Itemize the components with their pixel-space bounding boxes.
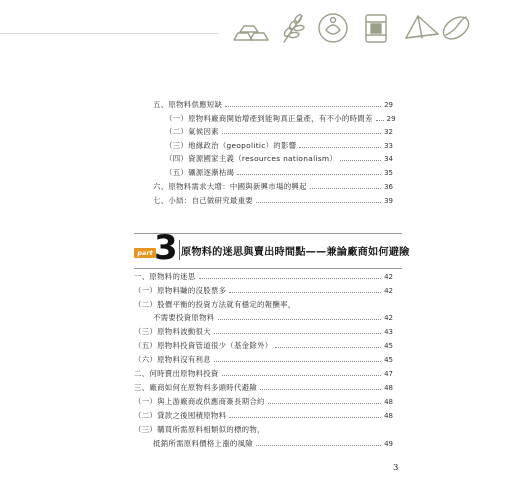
toc-entry-page: 34 (384, 155, 393, 163)
toc-entry-page: 36 (384, 183, 393, 191)
coffee-bean-icon (439, 13, 472, 44)
toc-entry-label: 不需要投資原物料 (153, 313, 215, 322)
toc-entry-page: 43 (384, 328, 393, 336)
toc-entry[interactable] (153, 437, 393, 450)
toc-entry[interactable] (165, 125, 393, 138)
dot-leader (275, 339, 381, 348)
toc-entry[interactable] (165, 166, 393, 179)
gold-bars-icon (234, 26, 268, 40)
toc-entry-page: 45 (384, 342, 393, 350)
oil-barrel-icon (366, 15, 386, 42)
toc-entry-page: 42 (384, 273, 393, 281)
toc-entry-page: 29 (384, 101, 393, 109)
toc-entry-label: （五）原物料投資管道很少（基金除外） (134, 341, 273, 350)
pyramid-icon (406, 16, 438, 38)
toc-entry-label: （一）原物料賺的沒股票多 (134, 286, 227, 295)
toc-entry-label: （五）礦源逐漸枯竭 (165, 168, 235, 177)
toc-entry[interactable] (134, 270, 393, 283)
dot-leader (256, 437, 381, 446)
toc-entry-page: 42 (384, 314, 393, 322)
toc-entry-page: 48 (384, 412, 393, 420)
toc-entry-page: 29 (386, 115, 396, 123)
toc-entry-label: （二）貸款之後囤積原物料 (134, 411, 227, 420)
toc-entry[interactable] (165, 152, 393, 165)
toc-entry-page: 45 (384, 356, 393, 364)
toc-entry-label: （三）購買所需原料相類似的標的物， (134, 425, 265, 434)
part-divider (179, 240, 180, 260)
toc-entry[interactable] (134, 298, 393, 311)
toc-entry[interactable] (134, 409, 393, 422)
toc-entry[interactable] (134, 381, 393, 394)
part-tag: part (134, 248, 156, 258)
wheat-icon (283, 13, 304, 42)
dot-leader (237, 166, 381, 175)
part-heading (134, 228, 410, 268)
toc-entry-label: （四）資源國家主義（resources nationalism） (165, 154, 338, 163)
dot-leader (260, 381, 381, 390)
toc-entry-label: 三、廠商如何在原物料多頭時代避險 (134, 383, 258, 392)
page-number: 3 (393, 463, 399, 473)
dot-leader (214, 353, 381, 362)
toc-entry[interactable] (153, 180, 393, 193)
toc-entry-label: （一）原物料廠商開始增產到能夠真正量產，有不小的時間差 (165, 114, 373, 123)
dot-leader (310, 180, 381, 189)
toc-entry-label: 五、原物料供應短缺 (153, 100, 223, 109)
dot-leader (222, 125, 381, 134)
toc-entry[interactable] (134, 325, 393, 338)
toc-entry-page: 49 (384, 440, 393, 448)
toc-entry-label: 一、原物料的迷思 (134, 272, 196, 281)
toc-entry[interactable] (134, 284, 393, 297)
header-rule (0, 33, 218, 34)
toc-entry-label: 七、小結：自己做研究最重要 (153, 196, 253, 205)
toc-entry[interactable] (153, 98, 393, 111)
dot-leader (218, 311, 382, 320)
dot-leader (299, 139, 381, 148)
toc-entry-page: 48 (384, 384, 393, 392)
toc-entry-label: （六）原物料沒有利息 (134, 355, 211, 364)
part-title: 原物料的迷思與賣出時間點——兼論廠商如何避險 (181, 247, 410, 258)
toc-entry-label: （一）與上游廠商或供應商簽長期合約 (134, 397, 265, 406)
toc-entry[interactable] (153, 311, 393, 324)
toc-entry-page: 42 (384, 287, 393, 295)
dot-leader (256, 194, 381, 203)
dot-leader (268, 395, 381, 404)
toc-entry-label: （二）氣候因素 (165, 127, 219, 136)
toc-entry[interactable] (134, 367, 393, 380)
oil-drop-icon (319, 14, 347, 42)
toc-entry[interactable] (134, 339, 393, 352)
dot-leader (229, 409, 381, 418)
dot-leader (340, 152, 381, 161)
toc-entry[interactable] (134, 423, 393, 436)
toc-entry-label: （二）股價平衡的投資方法就有穩定的報酬率， (134, 300, 296, 309)
toc-entry-page: 35 (384, 169, 393, 177)
toc-entry-label: 六、原物料需求大增：中國與新興市場的興起 (153, 182, 307, 191)
dot-leader (225, 98, 381, 107)
toc-entry-page: 47 (384, 370, 393, 378)
part-number: 3 (154, 228, 178, 268)
commodity-icon-strip (226, 8, 476, 46)
dot-leader (222, 367, 381, 376)
dot-leader (199, 270, 382, 279)
part-bottom-rule (134, 268, 402, 269)
toc-entry[interactable] (134, 353, 393, 366)
toc-entry-label: 抵銷所需原料價格上漲的風險 (153, 439, 253, 448)
dot-leader (214, 325, 381, 334)
toc-entry-page: 32 (384, 128, 393, 136)
toc-entry-page: 39 (384, 197, 393, 205)
toc-entry-label: （三）地緣政治（geopolitic）的影響 (165, 141, 297, 150)
toc-entry-label: （三）原物料波動很大 (134, 327, 211, 336)
toc-entry[interactable] (165, 112, 396, 125)
toc-entry[interactable] (165, 139, 393, 152)
toc-entry-label: 二、何時賣出原物料投資 (134, 369, 219, 378)
dot-leader (376, 112, 384, 121)
toc-entry[interactable] (153, 194, 393, 207)
toc-entry-page: 48 (384, 398, 393, 406)
toc-entry[interactable] (134, 395, 393, 408)
dot-leader (229, 284, 381, 293)
toc-entry-page: 33 (384, 142, 393, 150)
